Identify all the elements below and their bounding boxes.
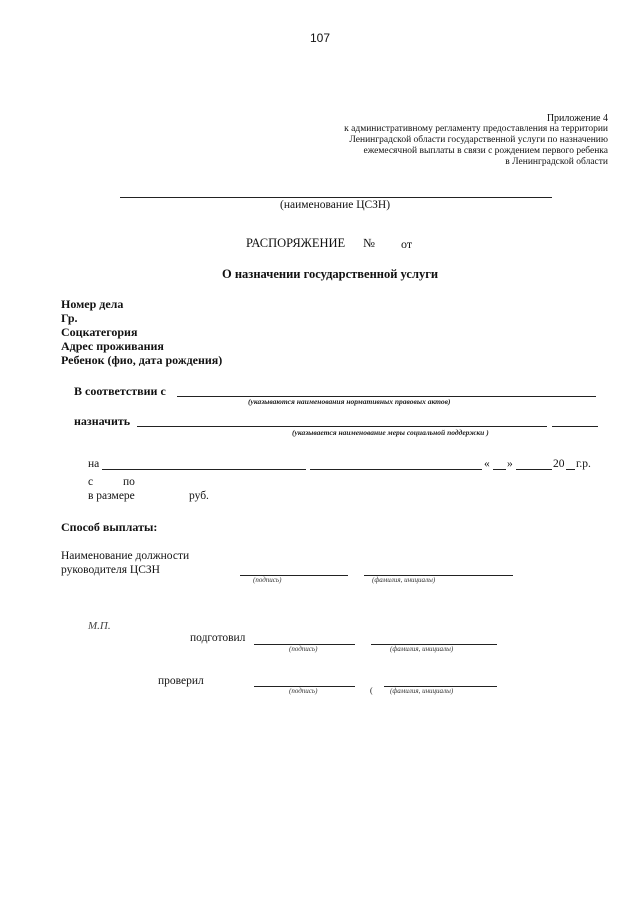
stamp-label: М.П. — [88, 620, 111, 632]
month-line — [516, 469, 552, 470]
amount-label: в размере — [88, 490, 135, 502]
order-number-sign: № — [363, 236, 375, 250]
czsn-name-line — [120, 197, 552, 198]
year-prefix: 20 — [553, 458, 565, 470]
quote-close: » — [507, 458, 513, 470]
basis-label: В соответствии с — [74, 384, 166, 398]
address-label: Адрес проживания — [61, 339, 164, 353]
appendix-line: ежемесячной выплаты в связи с рождением первого ребенка — [363, 146, 608, 156]
citizen-label: Гр. — [61, 311, 78, 325]
currency-label: руб. — [189, 490, 209, 502]
head-position-line1: Наименование должности — [61, 550, 190, 562]
assign-line — [137, 426, 547, 427]
order-date-word: от — [401, 237, 413, 251]
head-sign-hint: (подпись) — [253, 576, 282, 584]
basis-hint: (указываются наименования нормативных правовых актов) — [248, 397, 451, 406]
quote-open: « — [484, 458, 490, 470]
prepared-label: подготовил — [190, 632, 246, 644]
payment-method-label: Способ выплаты: — [61, 520, 158, 534]
czsn-caption: (наименование ЦСЗН) — [280, 199, 391, 211]
day-line — [493, 469, 506, 470]
appendix-line: в Ленинградской области — [505, 157, 608, 167]
social-category-label: Соцкатегория — [61, 325, 138, 339]
period-na: на — [88, 458, 100, 470]
year-line — [566, 469, 575, 470]
page-number: 107 — [309, 31, 331, 45]
order-subject: О назначении государственной услуги — [222, 267, 439, 281]
assign-hint: (указывается наименование меры социальной поддержки ) — [292, 428, 489, 437]
appendix-line: Ленинградской области государственной услуги по назначению — [349, 135, 608, 145]
checked-label: проверил — [158, 675, 204, 687]
period-from: с — [88, 476, 94, 488]
year-suffix: г.р. — [576, 458, 591, 470]
checked-paren: ( — [370, 686, 373, 695]
assign-line-extra — [552, 426, 598, 427]
prepared-sign-hint: (подпись) — [289, 645, 318, 653]
case-number-label: Номер дела — [61, 297, 124, 311]
period-to: по — [123, 476, 135, 488]
order-title: РАСПОРЯЖЕНИЕ — [246, 236, 346, 250]
checked-name-hint: (фамилия, инициалы) — [390, 687, 454, 695]
head-name-hint: (фамилия, инициалы) — [372, 576, 436, 584]
assign-label: назначить — [74, 414, 131, 428]
checked-sign-hint: (подпись) — [289, 687, 318, 695]
prepared-name-hint: (фамилия, инициалы) — [390, 645, 454, 653]
appendix-title: Приложение 4 — [546, 113, 608, 124]
appendix-line: к административному регламенту предоставления на территории — [344, 124, 608, 134]
period-line-1 — [102, 469, 306, 470]
head-position-line2: руководителя ЦСЗН — [61, 564, 160, 576]
period-line-2 — [310, 469, 482, 470]
child-label: Ребенок (фио, дата рождения) — [61, 353, 223, 367]
